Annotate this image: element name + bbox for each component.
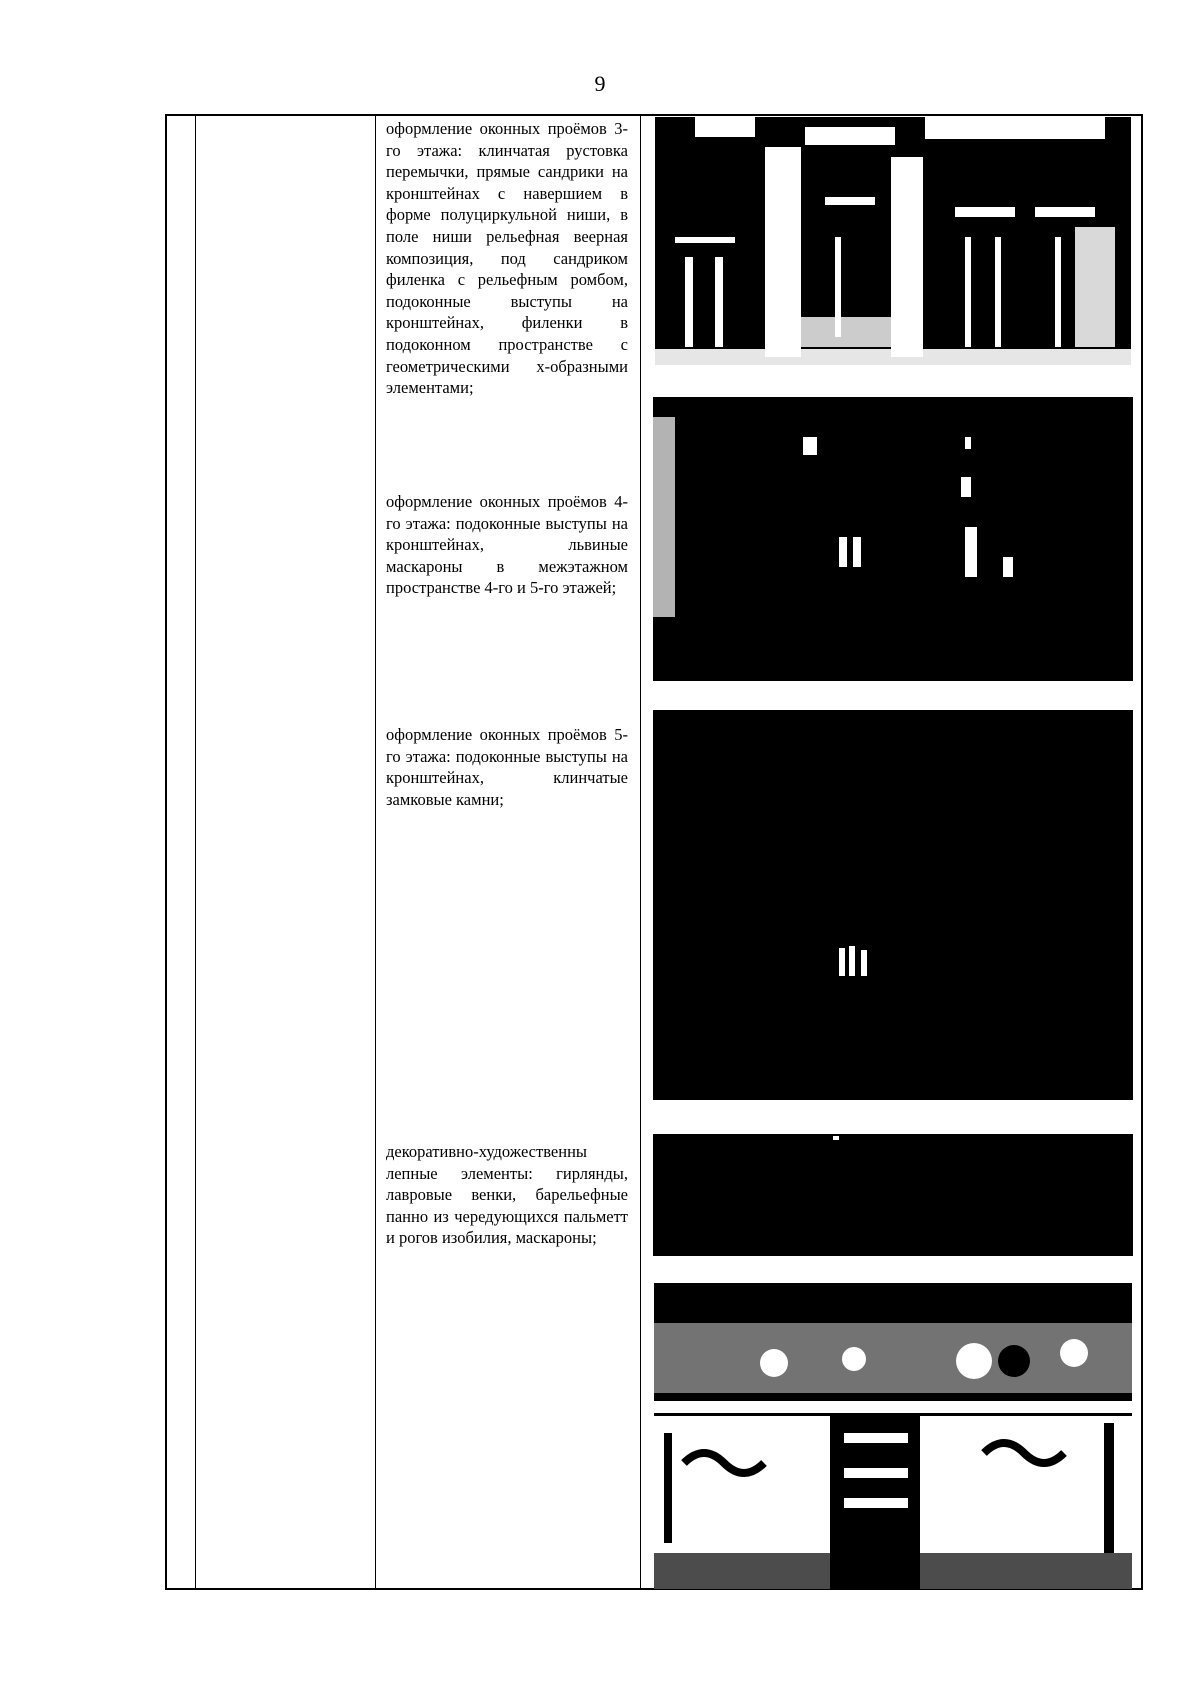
facade-cornice-photo xyxy=(653,1134,1133,1256)
description-stucco-decor: декоративно-художественны лепные элементы: гирлянды, лавровые венки, барельефные панно из чередующихся пальметт и рогов изобилия, маскароны; xyxy=(386,1142,628,1248)
column-divider-3 xyxy=(640,114,641,1590)
facade-stucco-decor-photo xyxy=(654,1283,1132,1589)
description-windows-4th-floor: оформление оконных проёмов 4-го этажа: подоконные выступы на кронштейнах, львиные маскароны в межэтажном пространстве 4-го и 5-го этажей; xyxy=(386,492,628,598)
column-divider-2 xyxy=(375,114,376,1590)
description-windows-5th-floor: оформление оконных проёмов 5-го этажа: подоконные выступы на кронштейнах, клинчатые замковые камни; xyxy=(386,725,628,809)
page-number: 9 xyxy=(594,71,606,96)
description-windows-3rd-floor: оформление оконных проёмов 3-го этажа: клинчатая рустовка перемычки, прямые сандрики на кронштейнах с навершием в форме полуциркульной ниши, в поле ниши рельефная веерная композиция, под сандриком филенка с рельефным ромбом, подоконные выступы на кронштейнах, филенки в подоконном пространстве с геометрическими х-образными элементами; xyxy=(386,119,628,398)
column-divider-1 xyxy=(195,114,196,1590)
facade-windows-4th-floor-photo xyxy=(653,397,1133,681)
facade-windows-5th-floor-photo xyxy=(653,710,1133,1100)
facade-windows-3rd-floor-photo xyxy=(655,117,1131,365)
